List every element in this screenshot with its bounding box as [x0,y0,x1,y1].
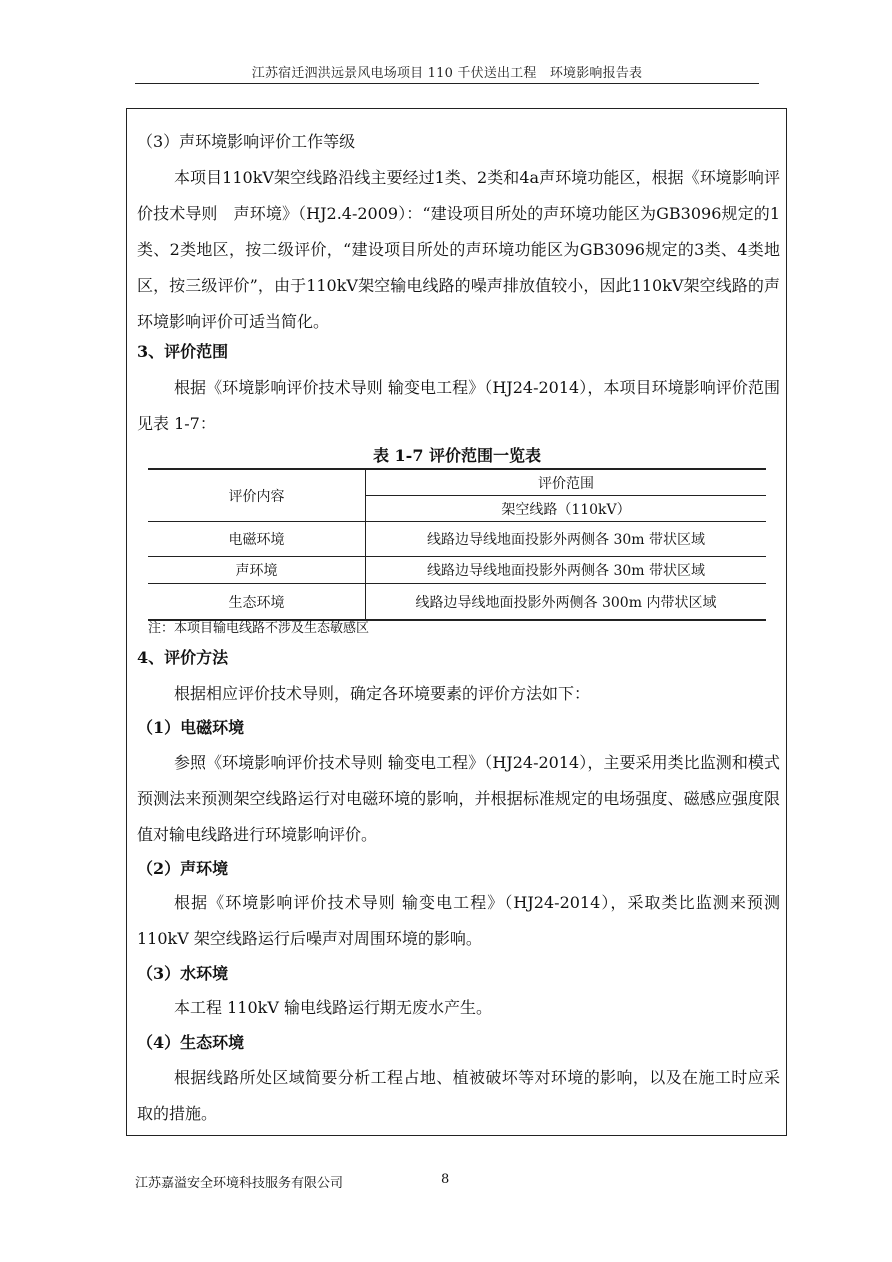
method-paragraph: 根据相应评价技术导则，确定各环境要素的评价方法如下： [174,684,591,703]
table-subheader-range: 架空线路（110kV） [366,496,767,522]
footer-company: 江苏嘉溢安全环境科技服务有限公司 [135,1176,344,1191]
water-heading: （3）水环境 [137,964,229,983]
table-cell-item: 电磁环境 [148,522,366,557]
table-cell-item: 生态环境 [148,584,366,621]
em-heading: （1）电磁环境 [137,718,245,737]
table-note: 注：本项目输电线路不涉及生态敏感区 [148,621,370,636]
scope-paragraph: 根据《环境影响评价技术导则 输变电工程》（HJ24-2014），本项目环境影响评价范围见表 1-7： [137,378,780,433]
header-rule [135,83,759,84]
table-title: 表 1-7 评价范围一览表 [372,446,542,465]
table-cell-range: 线路边导线地面投影外两侧各 30m 带状区域 [366,522,767,557]
eco-paragraph: 根据线路所处区域简要分析工程占地、植被破坏等对环境的影响，以及在施工时应采取的措施。 [137,1068,780,1123]
method-heading: 4、评价方法 [137,648,229,667]
table-cell-range: 线路边导线地面投影外两侧各 300m 内带状区域 [366,584,767,621]
document-header: 江苏宿迁泗洪远景风电场项目 110 千伏送出工程 环境影响报告表 [251,66,643,81]
page-number: 8 [441,1172,450,1187]
table-header-row [148,469,766,496]
scope-heading: 3、评价范围 [137,342,229,361]
table-cell-range: 线路边导线地面投影外两侧各 30m 带状区域 [366,557,767,584]
table-row [148,522,766,557]
scope-table [148,468,766,621]
water-paragraph: 本工程 110kV 输电线路运行期无废水产生。 [174,998,492,1017]
eco-heading: （4）生态环境 [137,1033,245,1052]
em-paragraph: 参照《环境影响评价技术导则 输变电工程》（HJ24-2014），主要采用类比监测和模式预测法来预测架空线路运行对电磁环境的影响，并根据标准规定的电场强度、磁感应强度限值对输电线路进行环境影响评价。 [137,753,780,844]
noise-level-paragraph: 本项目110kV架空线路沿线主要经过1类、2类和4a声环境功能区，根据《环境影响评价技术导则 声环境》（HJ2.4-2009）：“建设项目所处的声环境功能区为GB3096规定的1类、2类地区，按二级评价，“建设项目所处的声环境功能区为GB3096规定的3类、4类地区，按三级评价”，由于110kV架空输电线路的噪声排放值较小，因此110kV架空线路的声环境影响评价可适当简化。 [137,168,780,331]
sound-paragraph: 根据《环境影响评价技术导则 输变电工程》（HJ24-2014），采取类比监测来预测 110kV 架空线路运行后噪声对周围环境的影响。 [137,893,780,948]
noise-level-heading: （3）声环境影响评价工作等级 [137,132,356,151]
table-row [148,584,766,621]
table-header-range: 评价范围 [366,469,767,496]
sound-heading: （2）声环境 [137,859,229,878]
table-row [148,557,766,584]
table-cell-item: 声环境 [148,557,366,584]
table-header-item: 评价内容 [148,469,366,522]
